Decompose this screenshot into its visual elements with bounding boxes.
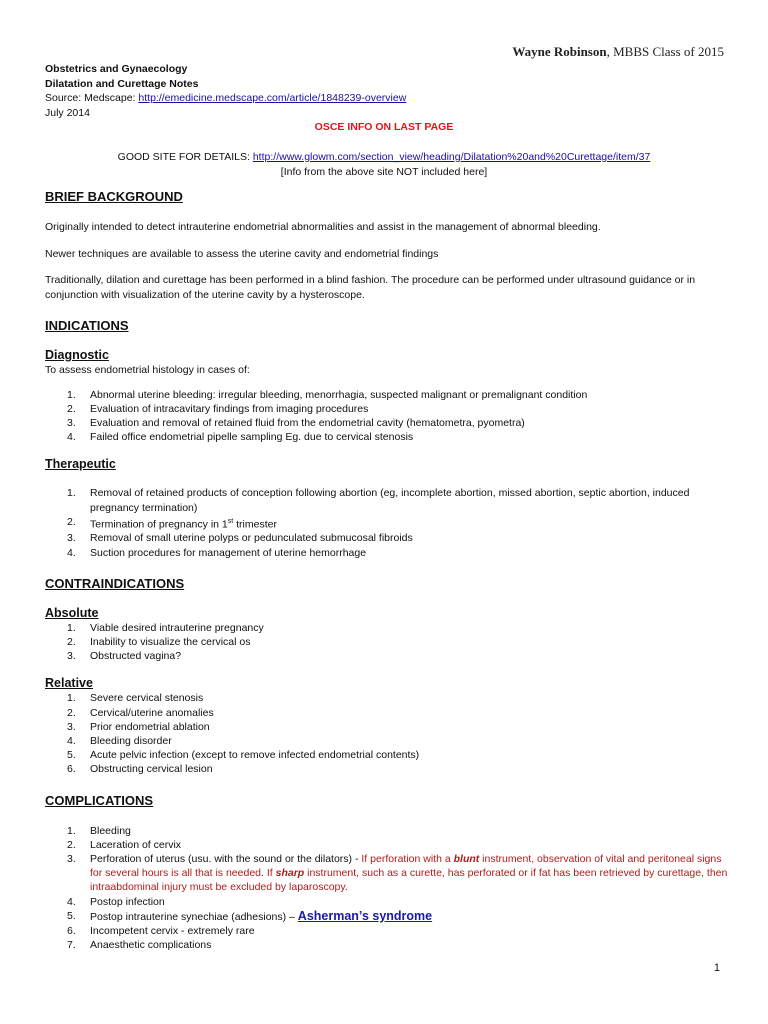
list-item: 1. Removal of retained products of conception following abortion (eg, incomplete abortion, missed abortion, septic abortion, induced pregnancy termination): [67, 487, 690, 514]
list-item: 3. Evaluation and removal of retained fluid from the endometrial cavity (hematometra, pyometra): [67, 416, 525, 429]
list-item: 3. Removal of small uterine polyps or pedunculated submucosal fibroids: [67, 532, 413, 545]
diagnostic-list: [45, 388, 735, 445]
author-line: [512, 44, 724, 60]
list-item: 2. Laceration of cervix: [67, 838, 182, 851]
osce-notice: OSCE INFO ON LAST PAGE: [314, 121, 454, 133]
absolute-list: [45, 621, 735, 664]
therapeutic-heading: Therapeutic: [45, 457, 116, 472]
list-item: 1. Bleeding: [67, 824, 131, 837]
ashermans-link[interactable]: Asherman’s syndrome: [297, 908, 433, 923]
good-site-note: [Info from the above site NOT included here]: [280, 165, 488, 178]
list-item: 1. Severe cervical stenosis: [67, 692, 204, 705]
list-item: 5. Acute pelvic infection (except to remove infected endometrial contents): [67, 749, 420, 762]
background-para-1: Originally intended to detect intrauterine endometrial abnormalities and assist in the management of abnormal bleeding.: [45, 221, 601, 233]
indications-heading: INDICATIONS: [45, 318, 129, 333]
complications-list: [45, 824, 735, 953]
good-site-label: GOOD SITE FOR DETAILS:: [117, 151, 253, 163]
list-item: 7. Anaesthetic complications: [67, 939, 212, 952]
relative-list: [45, 691, 735, 776]
list-item: 6. Obstructing cervical lesion: [67, 763, 213, 776]
list-item: 2. Termination of pregnancy in 1st trimester: [67, 515, 277, 531]
therapeutic-list: [45, 486, 735, 560]
main-content: [45, 188, 735, 952]
source-link[interactable]: http://emedicine.medscape.com/article/1848239-overview: [138, 92, 407, 104]
list-item: 4. Bleeding disorder: [67, 735, 172, 748]
absolute-heading: Absolute: [45, 605, 99, 620]
complications-heading: COMPLICATIONS: [45, 792, 154, 808]
list-item: 2. Evaluation of intracavitary findings from imaging procedures: [67, 402, 369, 415]
diagnostic-heading: Diagnostic: [45, 348, 109, 362]
diagnostic-intro: To assess endometrial histology in cases of:: [45, 364, 250, 376]
list-item: 5. Postop intrauterine synechiae (adhesions) – Asherman’s syndrome: [67, 908, 433, 923]
author-suffix: , MBBS Class of 2015: [606, 44, 724, 59]
document-title: Dilatation and Curettage Notes: [45, 77, 199, 90]
list-item: 4. Failed office endometrial pipelle sampling Eg. due to cervical stenosis: [67, 431, 414, 444]
author-name: Wayne Robinson: [512, 44, 607, 59]
document-header: [45, 62, 725, 120]
good-site-block: [0, 150, 768, 179]
list-item: 2. Inability to visualize the cervical os: [67, 636, 251, 649]
list-item: 1. Viable desired intrauterine pregnancy: [67, 621, 264, 634]
list-item: 1. Abnormal uterine bleeding: irregular bleeding, menorrhagia, suspected malignant or premalignant condition: [67, 388, 588, 401]
list-item: 6. Incompetent cervix - extremely rare: [67, 925, 255, 938]
background-heading: BRIEF BACKGROUND: [45, 189, 183, 204]
list-item: 4. Suction procedures for management of uterine hemorrhage: [67, 546, 367, 559]
list-item: 3. Perforation of uterus (usu. with the sound or the dilators) - If perforation with a blunt instrument, observation of vital and peritoneal signs for several hours is all that is needed. If sharp instrument, such as a curette, has perforated or if fat has been retrieved by curettage, then intraabdominal injury must be excluded by laparoscopy.: [67, 853, 728, 894]
good-site-link[interactable]: http://www.glowm.com/section_view/heading/Dilatation%20and%20Curettage/item/37: [252, 151, 651, 163]
subject-title: Obstetrics and Gynaecology: [45, 63, 188, 75]
document-date: July 2014: [45, 106, 90, 119]
source-label: Source: Medscape:: [45, 92, 139, 104]
background-para-3: Traditionally, dilation and curettage has been performed in a blind fashion. The procedure can be performed under ultrasound guidance or in conjunction with visualization of the uterine cavity by a hysteroscope.: [45, 274, 696, 301]
page-number: 1: [713, 962, 720, 974]
list-item: 2. Cervical/uterine anomalies: [67, 706, 214, 719]
list-item: 3. Prior endometrial ablation: [67, 720, 210, 733]
list-item: 3. Obstructed vagina?: [67, 650, 182, 663]
relative-heading: Relative: [45, 676, 93, 691]
contraindications-heading: CONTRAINDICATIONS: [45, 575, 185, 591]
source-line: [45, 91, 725, 106]
list-item: 4. Postop infection: [67, 895, 165, 908]
perforation-note: If perforation with a blunt instrument, observation of vital and peritoneal signs for several hours is all that is needed. If sharp instrument, such as a curette, has perforated or if fat has been retrieved by curettage, then intraabdominal injury must be excluded by laparoscopy.: [90, 853, 728, 894]
background-para-2: Newer techniques are available to assess the uterine cavity and endometrial findings: [45, 247, 439, 260]
